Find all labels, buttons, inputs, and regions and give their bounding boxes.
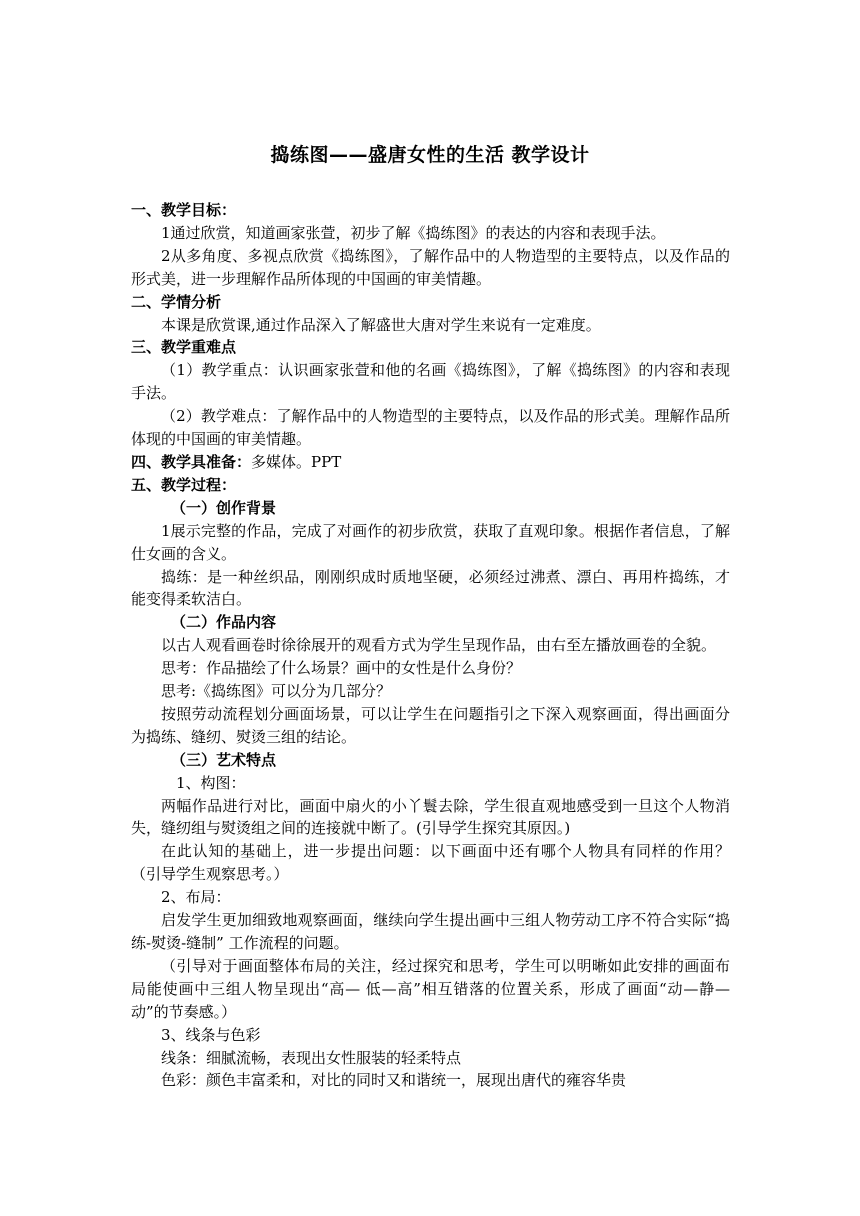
paragraph: 按照劳动流程划分画面场景，可以让学生在问题指引之下深入观察画面，得出画面分为捣练、缝纫、熨烫三组的结论。 bbox=[131, 704, 730, 746]
paragraph: 以古人观看画卷时徐徐展开的观看方式为学生呈现作品，由右至左播放画卷的全貌。 bbox=[161, 636, 717, 655]
subsection-heading-content: （二）作品内容 bbox=[171, 613, 277, 632]
paragraph: 在此认知的基础上，进一步提出问题：以下画面中还有哪个人物具有同样的作用？（引导学生观察思考。） bbox=[131, 842, 730, 884]
list-item-layout: 2、布局： bbox=[161, 888, 231, 907]
list-item-composition: 1、构图： bbox=[176, 773, 246, 792]
document-title: 捣练图——盛唐女性的生活 教学设计 bbox=[270, 144, 590, 166]
document-body bbox=[131, 199, 730, 1092]
paragraph: （2）教学难点：了解作品中的人物造型的主要特点，以及作品的形式美。理解作品所体现的中国画的审美情趣。 bbox=[131, 407, 730, 449]
paragraph: 本课是欣赏课,通过作品深入了解盛世大唐对学生来说有一定难度。 bbox=[161, 315, 601, 334]
paragraph: 色彩：颜色丰富柔和，对比的同时又和谐统一，展现出唐代的雍容华贵 bbox=[161, 1071, 627, 1090]
paragraph: 启发学生更加细致地观察画面，继续向学生提出画中三组人物劳动工序不符合实际“捣练-熨烫-缝制” 工作流程的问题。 bbox=[131, 911, 730, 952]
paragraph: 两幅作品进行对比，画面中扇火的小丫鬟去除，学生很直观地感受到一旦这个人物消失，缝纫组与熨烫组之间的连接就中断了。(引导学生探究其原因。) bbox=[131, 796, 730, 838]
list-item-line-color: 3、线条与色彩 bbox=[161, 1025, 261, 1044]
subsection-heading-background: （一）创作背景 bbox=[171, 498, 277, 517]
paragraph: 思考：作品描绘了什么场景？画中的女性是什么身份？ bbox=[161, 659, 522, 678]
section-heading-objectives: 一、教学目标： bbox=[131, 201, 237, 219]
section-heading-process: 五、教学过程： bbox=[131, 475, 237, 494]
paragraph: 2从多角度、多视点欣赏《捣练图》，了解作品中的人物造型的主要特点，以及作品的形式美，进一步理解作品所体现的中国画的审美情趣。 bbox=[131, 246, 730, 288]
paragraph: 1通过欣赏，知道画家张萱，初步了解《捣练图》的表达的内容和表现手法。 bbox=[161, 223, 666, 242]
paragraph: 线条：细腻流畅，表现出女性服装的轻柔特点 bbox=[161, 1048, 462, 1067]
materials-text: 多媒体。PPT bbox=[251, 452, 342, 471]
section-materials bbox=[131, 451, 730, 474]
paragraph: （1）教学重点：认识画家张萱和他的名画《捣练图》，了解《捣练图》的内容和表现手法。 bbox=[131, 361, 730, 403]
section-heading-materials: 四、教学具准备： bbox=[131, 452, 252, 471]
subsection-heading-art-features: （三）艺术特点 bbox=[171, 750, 277, 769]
paragraph: 捣练：是一种丝织品，刚刚织成时质地坚硬，必须经过沸煮、漂白、再用杵捣练，才能变得柔软洁白。 bbox=[131, 567, 730, 609]
section-heading-key-points: 三、教学重难点 bbox=[131, 338, 237, 357]
paragraph: 思考:《捣练图》可以分为几部分？ bbox=[161, 682, 392, 701]
paragraph: 1展示完整的作品，完成了对画作的初步欣赏，获取了直观印象。根据作者信息，了解仕女画的含义。 bbox=[131, 521, 730, 563]
section-heading-analysis: 二、学情分析 bbox=[131, 292, 222, 311]
paragraph: （引导对于画面整体布局的关注，经过探究和思考，学生可以明晰如此安排的画面布局能使画中三组人物呈现出“高— 低—高”相互错落的位置关系，形成了画面“动—静—动”的节奏感。） bbox=[131, 956, 730, 1021]
